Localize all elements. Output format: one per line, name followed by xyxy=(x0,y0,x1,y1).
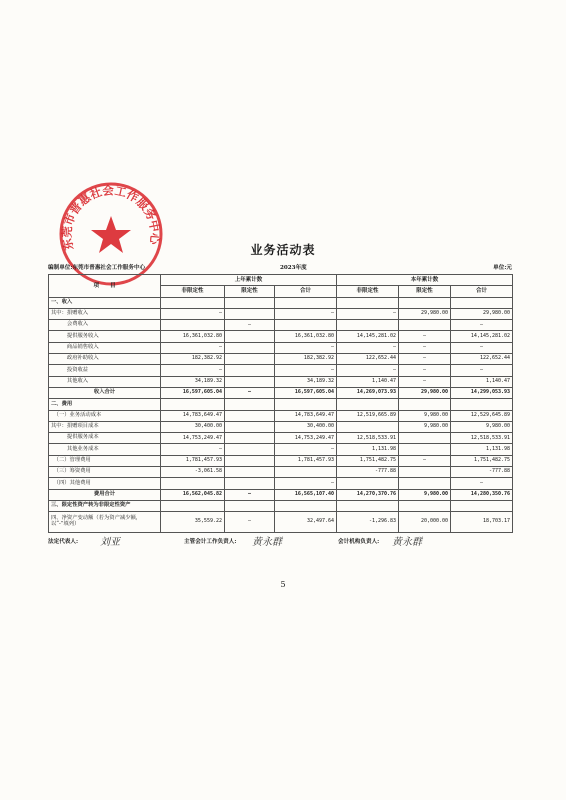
row-value: 14,269,073.93 xyxy=(337,387,399,398)
row-value xyxy=(275,399,337,410)
row-value: 1,140.47 xyxy=(337,376,399,387)
row-value: 29,980.00 xyxy=(399,387,451,398)
table-row xyxy=(49,512,513,533)
row-value xyxy=(225,342,275,353)
row-value: 14,783,649.47 xyxy=(275,410,337,421)
row-value xyxy=(225,421,275,432)
row-value xyxy=(337,478,399,489)
row-value xyxy=(225,365,275,376)
row-label: 三、限定性资产转为非限定性资产 xyxy=(49,500,161,511)
row-value xyxy=(161,297,225,308)
row-value: – xyxy=(225,512,275,533)
row-value: 12,518,533.91 xyxy=(451,433,513,444)
header-last-year: 上年累计数 xyxy=(161,275,337,286)
row-value: – xyxy=(337,365,399,376)
row-label: （四）其他费用 xyxy=(49,478,161,489)
row-value: 30,400.00 xyxy=(161,421,225,432)
row-value: – xyxy=(451,320,513,331)
row-label: 投资收益 xyxy=(49,365,161,376)
row-label: 四、净资产变动额（若为资产减少额，以“-”填列） xyxy=(49,512,161,533)
row-value: – xyxy=(275,342,337,353)
table-row xyxy=(49,331,513,342)
page-number: 5 xyxy=(280,580,286,589)
table-row xyxy=(49,489,513,500)
header-total: 合计 xyxy=(451,286,513,297)
header-item: 项 目 xyxy=(49,275,161,298)
row-value xyxy=(399,320,451,331)
table-row xyxy=(49,478,513,489)
row-value: – xyxy=(275,365,337,376)
row-value: 14,145,281.02 xyxy=(337,331,399,342)
row-value: 35,559.22 xyxy=(161,512,225,533)
table-row xyxy=(49,387,513,398)
row-value xyxy=(337,297,399,308)
row-value: 182,382.92 xyxy=(161,354,225,365)
row-value xyxy=(161,320,225,331)
row-value: – xyxy=(399,455,451,466)
row-value xyxy=(337,500,399,511)
row-label: （二）管理费用 xyxy=(49,455,161,466)
row-value: 14,753,249.47 xyxy=(275,433,337,444)
row-value xyxy=(225,376,275,387)
row-value: 20,000.00 xyxy=(399,512,451,533)
row-value: 16,361,032.80 xyxy=(161,331,225,342)
row-value: 122,652.44 xyxy=(337,354,399,365)
row-label: 一、收入 xyxy=(49,297,161,308)
row-value: 34,189.32 xyxy=(275,376,337,387)
row-value: 32,497.64 xyxy=(275,512,337,533)
row-value: 34,189.32 xyxy=(161,376,225,387)
row-value: 1,131.98 xyxy=(451,444,513,455)
svg-text:东莞市普惠社会工作服务中心: 东莞市普惠社会工作服务中心 xyxy=(59,183,163,252)
row-label: 会费收入 xyxy=(49,320,161,331)
row-value xyxy=(225,399,275,410)
header-restricted: 限定性 xyxy=(225,286,275,297)
row-value: – xyxy=(161,365,225,376)
row-value: 16,597,605.04 xyxy=(161,387,225,398)
row-value: – xyxy=(337,342,399,353)
row-value: 14,299,053.93 xyxy=(451,387,513,398)
row-value xyxy=(399,444,451,455)
row-value: – xyxy=(225,489,275,500)
row-value: 29,980.00 xyxy=(451,308,513,319)
row-value: – xyxy=(275,308,337,319)
row-value: 1,781,457.93 xyxy=(275,455,337,466)
row-value: 16,565,107.40 xyxy=(275,489,337,500)
row-value: – xyxy=(161,444,225,455)
row-value: 182,382.92 xyxy=(275,354,337,365)
row-value: 12,519,665.89 xyxy=(337,410,399,421)
table-row xyxy=(49,410,513,421)
row-value: 12,529,645.89 xyxy=(451,410,513,421)
row-label: 政府补助收入 xyxy=(49,354,161,365)
row-value: 9,980.00 xyxy=(399,410,451,421)
page-title: 业务活动表 xyxy=(250,243,316,257)
row-value xyxy=(399,297,451,308)
activity-table xyxy=(48,274,513,533)
row-value: 16,562,045.82 xyxy=(161,489,225,500)
row-label: 商品销售收入 xyxy=(49,342,161,353)
row-value: 9,980.00 xyxy=(399,489,451,500)
row-label: 其中：捐赠收入 xyxy=(49,308,161,319)
row-label: 费用合计 xyxy=(49,489,161,500)
row-label: 其他业务成本 xyxy=(49,444,161,455)
row-value: 1,751,482.75 xyxy=(337,455,399,466)
table-row xyxy=(49,500,513,511)
row-value: 14,270,370.76 xyxy=(337,489,399,500)
row-value: 16,361,032.80 xyxy=(275,331,337,342)
row-value: 18,703.17 xyxy=(451,512,513,533)
row-value xyxy=(225,444,275,455)
row-label: 其他收入 xyxy=(49,376,161,387)
report-year: 2023年度 xyxy=(280,265,307,271)
row-label: （一）业务活动成本 xyxy=(49,410,161,421)
row-value: – xyxy=(399,376,451,387)
row-value: 1,131.98 xyxy=(337,444,399,455)
unit-label: 编制单位:东莞市普惠社会工作服务中心 xyxy=(48,265,146,271)
row-value xyxy=(225,455,275,466)
row-value: 9,980.00 xyxy=(399,421,451,432)
header-unrestricted: 非限定性 xyxy=(161,286,225,297)
row-value: – xyxy=(399,354,451,365)
table-row xyxy=(49,320,513,331)
row-value xyxy=(451,500,513,511)
header-total: 合计 xyxy=(275,286,337,297)
row-value xyxy=(225,297,275,308)
row-value: – xyxy=(451,478,513,489)
table-row xyxy=(49,365,513,376)
row-label: 提供服务收入 xyxy=(49,331,161,342)
row-value xyxy=(399,467,451,478)
row-value xyxy=(275,500,337,511)
row-value xyxy=(399,433,451,444)
row-label: 收入合计 xyxy=(49,387,161,398)
table-row xyxy=(49,297,513,308)
header-this-year: 本年累计数 xyxy=(337,275,513,286)
table-row xyxy=(49,342,513,353)
row-value xyxy=(275,297,337,308)
row-value xyxy=(225,308,275,319)
row-label: 提供服务成本 xyxy=(49,433,161,444)
table-row xyxy=(49,399,513,410)
row-value: -1,296.83 xyxy=(337,512,399,533)
row-value xyxy=(225,478,275,489)
table-row xyxy=(49,354,513,365)
row-value xyxy=(451,399,513,410)
row-value: -777.88 xyxy=(451,467,513,478)
row-value: – xyxy=(161,308,225,319)
row-value: 14,783,649.47 xyxy=(161,410,225,421)
row-value xyxy=(225,467,275,478)
row-value xyxy=(399,399,451,410)
row-value: – xyxy=(399,331,451,342)
table-row xyxy=(49,308,513,319)
row-value xyxy=(225,354,275,365)
row-value xyxy=(337,399,399,410)
row-value xyxy=(451,297,513,308)
legal-rep-signature: 刘亚 xyxy=(100,537,120,548)
table-row xyxy=(49,467,513,478)
row-value: 122,652.44 xyxy=(451,354,513,365)
row-value: 1,751,482.75 xyxy=(451,455,513,466)
report-meta xyxy=(48,261,512,273)
row-value: -777.88 xyxy=(337,467,399,478)
row-value: – xyxy=(275,444,337,455)
table-body xyxy=(49,297,513,533)
row-value: 12,518,533.91 xyxy=(337,433,399,444)
row-value: -3,061.58 xyxy=(161,467,225,478)
accounting-head-signature: 黄永群 xyxy=(252,537,282,548)
row-value: 1,781,457.93 xyxy=(161,455,225,466)
table-row xyxy=(49,455,513,466)
header-unrestricted: 非限定性 xyxy=(337,286,399,297)
row-value xyxy=(225,331,275,342)
row-value xyxy=(399,500,451,511)
currency-label: 单位:元 xyxy=(493,265,512,271)
row-value: 14,280,350.76 xyxy=(451,489,513,500)
row-value xyxy=(161,478,225,489)
row-value: 16,597,605.04 xyxy=(275,387,337,398)
row-label: （三）筹资费用 xyxy=(49,467,161,478)
row-value: – xyxy=(399,365,451,376)
row-value: – xyxy=(275,478,337,489)
row-value: – xyxy=(225,387,275,398)
row-value xyxy=(399,478,451,489)
row-value: 29,980.00 xyxy=(399,308,451,319)
row-value xyxy=(225,500,275,511)
row-value: 1,140.47 xyxy=(451,376,513,387)
row-value xyxy=(275,320,337,331)
signature-row xyxy=(48,535,512,559)
row-value xyxy=(337,320,399,331)
table-row xyxy=(49,433,513,444)
row-value: 9,980.00 xyxy=(451,421,513,432)
accounting-head-label: 主管会计工作负责人: xyxy=(184,539,237,545)
header-restricted: 限定性 xyxy=(399,286,451,297)
legal-rep-label: 法定代表人: xyxy=(48,539,79,545)
row-value: 30,400.00 xyxy=(275,421,337,432)
row-value: – xyxy=(451,365,513,376)
row-value xyxy=(337,421,399,432)
accounting-org-head-label: 会计机构负责人: xyxy=(338,539,380,545)
row-value: – xyxy=(161,342,225,353)
row-value xyxy=(275,467,337,478)
row-value: – xyxy=(399,342,451,353)
row-value xyxy=(225,433,275,444)
accounting-org-head-signature: 黄永群 xyxy=(392,537,422,548)
row-value: 14,145,281.02 xyxy=(451,331,513,342)
table-row xyxy=(49,376,513,387)
row-label: 其中：捐赠项目成本 xyxy=(49,421,161,432)
row-value xyxy=(225,410,275,421)
row-value: – xyxy=(337,308,399,319)
row-value: 14,753,249.47 xyxy=(161,433,225,444)
row-value: – xyxy=(451,342,513,353)
table-row xyxy=(49,421,513,432)
row-value: – xyxy=(225,320,275,331)
row-value xyxy=(161,399,225,410)
row-label: 二、费用 xyxy=(49,399,161,410)
row-value xyxy=(161,500,225,511)
table-row xyxy=(49,444,513,455)
